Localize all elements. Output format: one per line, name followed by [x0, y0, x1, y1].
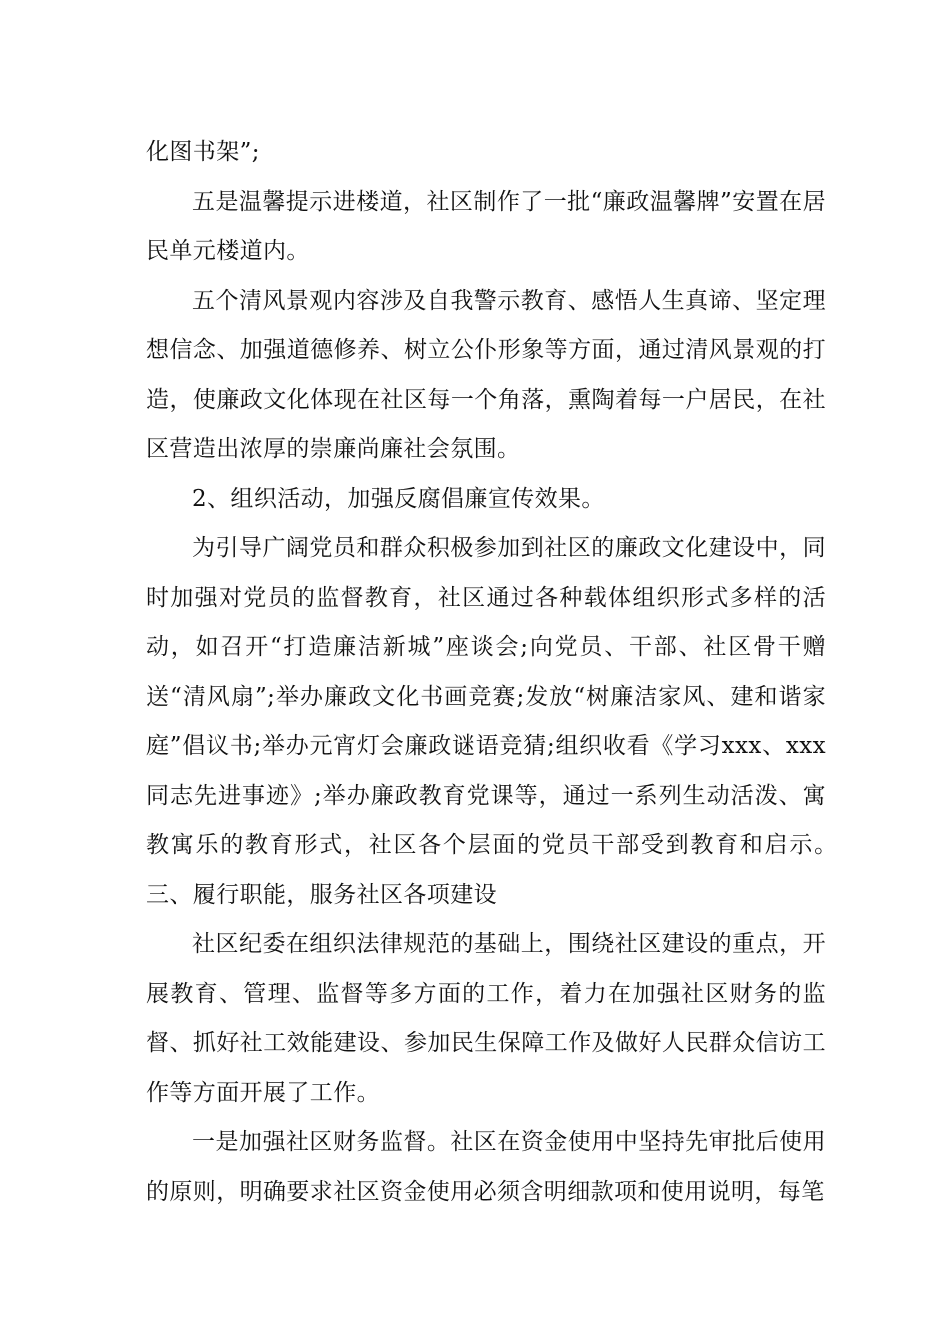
paragraph-4: 2、组织活动，加强反腐倡廉宣传效果。: [192, 485, 605, 512]
paragraph-5: 为引导广阔党员和群众积极参加到社区的廉政文化建设中，同时加强对党员的监督教育，社区通过各种载体组织形式多样的活动，如召开“打造廉洁新城”座谈会;向党员、干部、社区骨干赠送“清风扇”;举办廉政文化书画竞赛;发放“树廉洁家风、建和谐家庭”倡议书;举办元宵灯会廉政谜语竞猜;组织收看《学习xxx、xxx同志先进事迹》;举办廉政教育党课等，通过一系列生动活泼、寓教寓乐的教育形式，社区各个层面的党员干部受到教育和启示。 三、履行职能，服务社区各项建设: [146, 535, 873, 908]
paragraph-1: 化图书架”;: [146, 139, 260, 165]
paragraph-7: 一是加强社区财务监督。社区在资金使用中坚持先审批后使用的原则，明确要求社区资金使用必须含明细款项和使用说明，每笔: [146, 1129, 826, 1205]
paragraph-2: 五是温馨提示进楼道，社区制作了一批“廉政温馨牌”安置在居民单元楼道内。: [146, 188, 826, 264]
paragraph-6: 社区纪委在组织法律规范的基础上，围绕社区建设的重点，开展教育、管理、监督等多方面的工作，着力在加强社区财务的监督、抓好社工效能建设、参加民生保障工作及做好人民群众信访工作等方面开展了工作。: [146, 931, 826, 1106]
document-body: [146, 128, 873, 1217]
paragraph-3: 五个清风景观内容涉及自我警示教育、感悟人生真谛、坚定理想信念、加强道德修养、树立公仆形象等方面，通过清风景观的打造，使廉政文化体现在社区每一个角落，熏陶着每一户居民，在社区营造出浓厚的崇廉尚廉社会氛围。: [146, 287, 826, 462]
